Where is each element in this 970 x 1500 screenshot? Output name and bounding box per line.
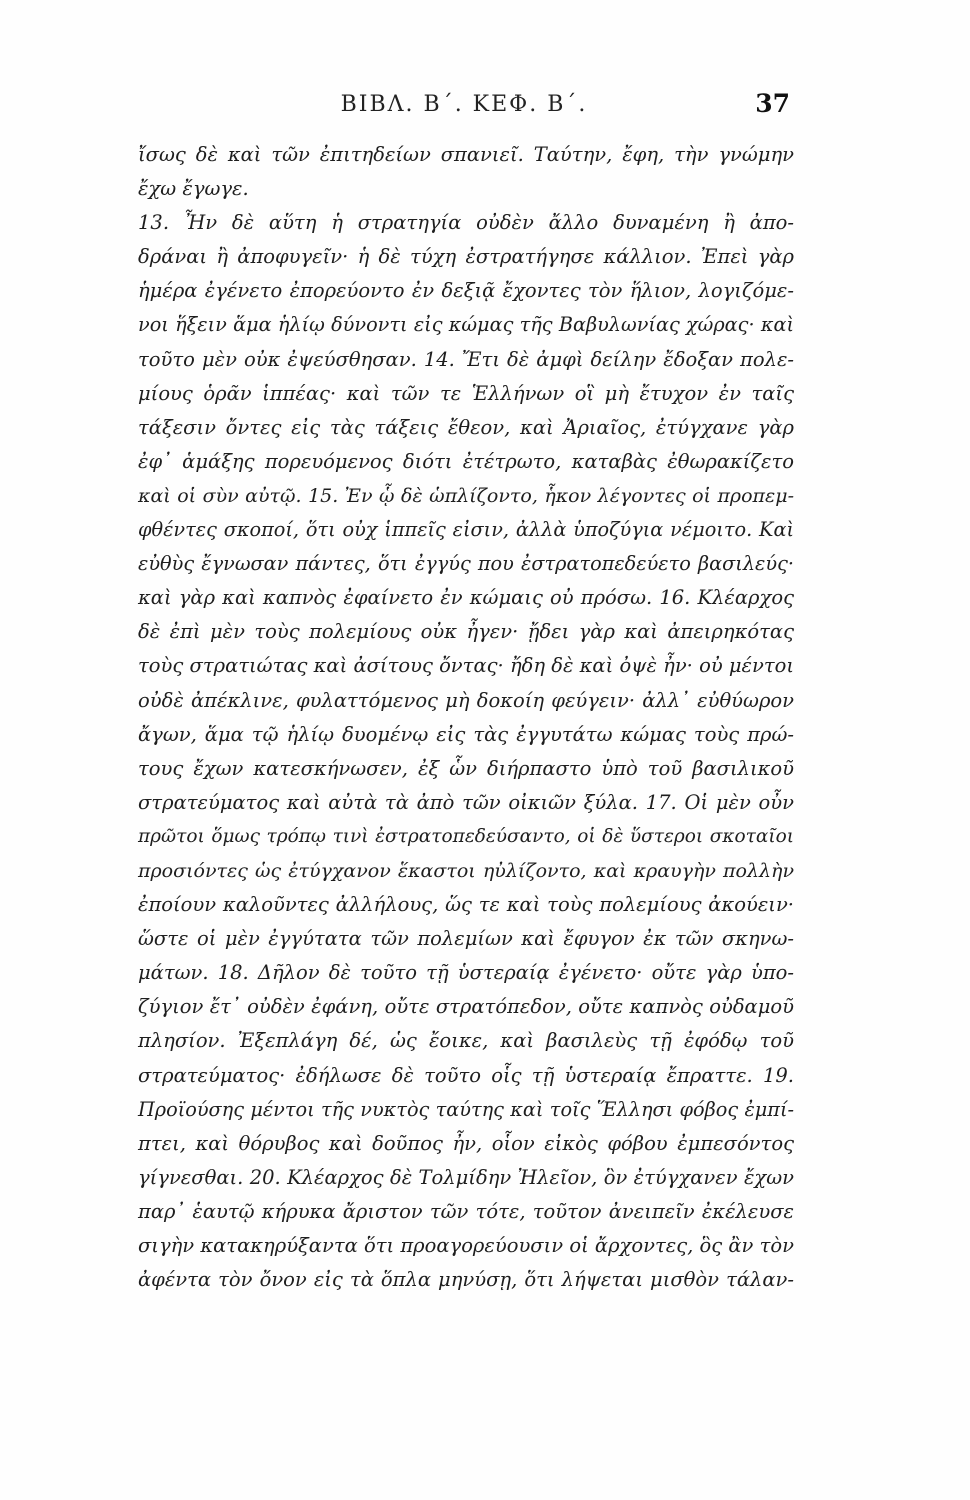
text-line: πρῶτοι ὅμως τρόπῳ τινὶ ἐστρατοπεδεύσαντο, οἱ δὲ ὕστεροι σκοταῖοι	[138, 825, 794, 847]
text-line: γίγνεσθαι. 20. Κλέαρχος δὲ Τολμίδην Ἠλεῖον, ὃν ἐτύγχανεν ἔχων	[138, 1165, 794, 1189]
text-line: ἐφ᾽ ἁμάξης πορευόμενος διότι ἐτέτρωτο, καταβὰς ἐθωρακίζετο	[138, 449, 794, 473]
text-body	[138, 138, 794, 1297]
text-line: μίους ὁρᾶν ἱππέας· καὶ τῶν τε Ἑλλήνων οἳ μὴ ἔτυχον ἐν ταῖς	[138, 381, 794, 405]
text-line: ζύγιον ἔτ᾽ οὐδὲν ἐφάνη, οὔτε στρατόπεδον, οὔτε καπνὸς οὐδαμοῦ	[138, 995, 794, 1019]
text-line: ἄγων, ἅμα τῷ ἡλίῳ δυομένῳ εἰς τὰς ἐγγυτάτω κώμας τοὺς πρώ-	[138, 722, 794, 746]
text-line: ἔχω ἔγωγε.	[138, 177, 249, 201]
text-line: δράναι ἢ ἀποφυγεῖν· ἡ δὲ τύχη ἐστρατήγησε κάλλιον. Ἐπεὶ γὰρ	[138, 245, 794, 269]
text-line: εὐθὺς ἔγνωσαν πάντες, ὅτι ἐγγύς που ἐστρατοπεδεύετο βασιλεύς·	[138, 552, 794, 576]
text-line: οὐδὲ ἀπέκλινε, φυλαττόμενος μὴ δοκοίη φεύγειν· ἀλλ᾽ εὐθύωρον	[138, 688, 794, 712]
text-line: σιγὴν κατακηρύξαντα ὅτι προαγορεύουσιν οἱ ἄρχοντες, ὃς ἂν τὸν	[138, 1234, 794, 1257]
text-line: τοὺς στρατιώτας καὶ ἀσίτους ὄντας· ἤδη δὲ καὶ ὀψὲ ἦν· οὐ μέντοι	[138, 654, 795, 678]
text-line: στρατεύματος· ἐδήλωσε δὲ τοῦτο οἷς τῇ ὑστεραίᾳ ἔπραττε. 19.	[138, 1063, 794, 1087]
text-line: ἡμέρα ἐγένετο ἐπορεύοντο ἐν δεξιᾷ ἔχοντες τὸν ἥλιον, λογιζόμε-	[138, 279, 794, 303]
text-line: 13. Ἦν δὲ αὕτη ἡ στρατηγία οὐδὲν ἄλλο δυναμένη ἢ ἀπο-	[138, 211, 794, 235]
text-line: πτει, καὶ θόρυβος καὶ δοῦπος ἦν, οἷον εἰκὸς φόβου ἐμπεσόντος	[138, 1131, 794, 1155]
text-line: τους ἔχων κατεσκήνωσεν, ἐξ ὧν διήρπαστο ὑπὸ τοῦ βασιλικοῦ	[138, 756, 794, 780]
page-header	[138, 89, 790, 132]
text-line: προσιόντες ὡς ἐτύγχανον ἕκαστοι ηὐλίζοντο, καὶ κραυγὴν πολλὴν	[138, 859, 794, 882]
text-line: τάξεσιν ὄντες εἰς τὰς τάξεις ἔθεον, καὶ Ἀριαῖος, ἐτύγχανε γὰρ	[138, 415, 794, 439]
text-line: φθέντες σκοποί, ὅτι οὐχ ἱππεῖς εἰσιν, ἀλλὰ ὑποζύγια νέμοιτο. Καὶ	[138, 518, 794, 542]
text-line: πλησίον. Ἐξεπλάγη δέ, ὡς ἔοικε, καὶ βασιλεὺς τῇ ἐφόδῳ τοῦ	[138, 1029, 794, 1053]
text-line: παρ᾽ ἑαυτῷ κήρυκα ἄριστον τῶν τότε, τοῦτον ἀνειπεῖν ἐκέλευσε	[138, 1199, 794, 1223]
text-line: μάτων. 18. Δῆλον δὲ τοῦτο τῇ ὑστεραίᾳ ἐγένετο· οὔτε γὰρ ὑπο-	[138, 961, 794, 985]
text-line: ὥστε οἱ μὲν ἐγγύτατα τῶν πολεμίων καὶ ἔφυγον ἐκ τῶν σκηνω-	[138, 927, 794, 951]
text-line: καὶ γὰρ καὶ καπνὸς ἐφαίνετο ἐν κώμαις οὐ πρόσω. 16. Κλέαρχος	[138, 586, 794, 610]
text-line: τοῦτο μὲν οὐκ ἐψεύσθησαν. 14. Ἔτι δὲ ἀμφὶ δείλην ἔδοξαν πολε-	[138, 347, 794, 371]
text-line: καὶ οἱ σὺν αὐτῷ. 15. Ἐν ᾧ δὲ ὡπλίζοντο, ἧκον λέγοντες οἱ προπεμ-	[138, 484, 794, 507]
text-line: νοι ἥξειν ἅμα ἡλίῳ δύνοντι εἰς κώμας τῆς Βαβυλωνίας χώρας· καὶ	[138, 313, 794, 337]
page-number: 37	[755, 89, 790, 118]
text-line: ἴσως δὲ καὶ τῶν ἐπιτηδείων σπανιεῖ. Ταύτην, ἔφη, τὴν γνώμην	[138, 143, 794, 166]
text-line: στρατεύματος καὶ αὐτὰ τὰ ἀπὸ τῶν οἰκιῶν ξύλα. 17. Οἱ μὲν οὖν	[138, 790, 794, 814]
text-line: δὲ ἐπὶ μὲν τοὺς πολεμίους οὐκ ἦγεν· ᾔδει γὰρ καὶ ἀπειρηκότας	[138, 620, 794, 644]
text-line: ἀφέντα τὸν ὄνον εἰς τὰ ὅπλα μηνύσῃ, ὅτι λήψεται μισθὸν τάλαν-	[138, 1268, 794, 1292]
text-line: ἐποίουν καλοῦντες ἀλλήλους, ὥς τε καὶ τοὺς πολεμίους ἀκούειν·	[138, 893, 794, 917]
running-head: ΒΙΒΛ. Β΄. ΚΕΦ. Β΄.	[340, 92, 588, 117]
text-line: Προϊούσης μέντοι τῆς νυκτὸς ταύτης καὶ τοῖς Ἕλλησι φόβος ἐμπί-	[138, 1097, 794, 1121]
